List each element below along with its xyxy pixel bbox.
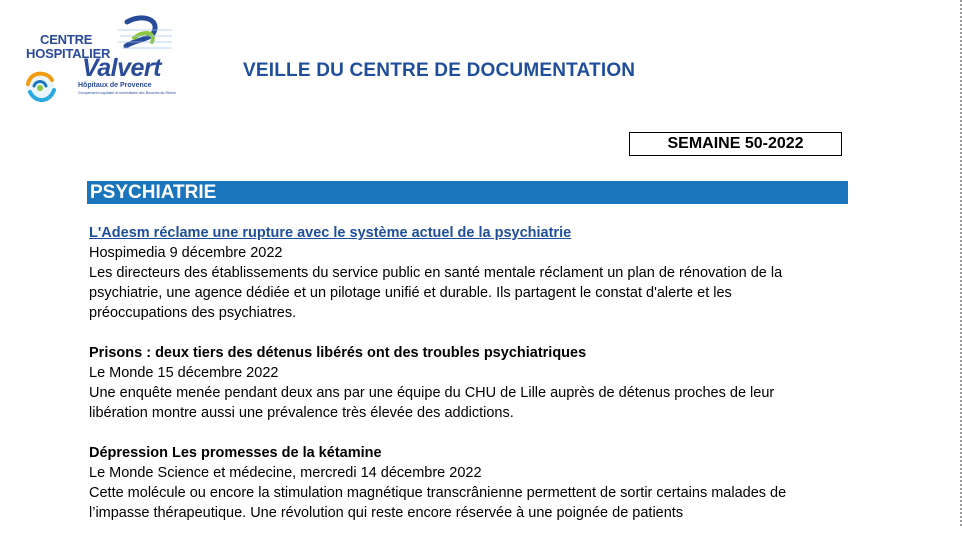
- article-item: [89, 443, 829, 523]
- article-source: Le Monde 15 décembre 2022: [89, 365, 279, 381]
- logo-subtitle: Hôpitaux de Provence: [78, 82, 152, 89]
- article-title: Dépression Les promesses de la kétamine: [89, 445, 382, 461]
- article-summary: Une enquête menée pendant deux ans par une équipe du CHU de Lille auprès de détenus proches de leur libération montre aussi une prévalence très élevée des addictions.: [89, 385, 775, 421]
- article-list: [89, 223, 829, 543]
- article-item: [89, 343, 829, 423]
- hospital-logo: [22, 14, 182, 110]
- section-header: PSYCHIATRIE: [87, 181, 848, 204]
- logo-line2: HOSPITALIER: [26, 46, 111, 61]
- article-source: Hospimedia 9 décembre 2022: [89, 245, 283, 261]
- page-title: VEILLE DU CENTRE DE DOCUMENTATION: [243, 60, 636, 81]
- article-title-link[interactable]: L'Adesm réclame une rupture avec le système actuel de la psychiatrie: [89, 225, 572, 241]
- logo-name: Valvert: [82, 54, 161, 82]
- article-title: Prisons : deux tiers des détenus libérés ont des troubles psychiatriques: [89, 345, 587, 361]
- week-badge: SEMAINE 50-2022: [629, 132, 842, 156]
- article-summary: Cette molécule ou encore la stimulation magnétique transcrânienne permettent de sortir certains malades de l’impasse thérapeutique. Une révolution qui reste encore réservée à une poignée de patients: [89, 485, 787, 521]
- logo-tagline: Groupement hospitalier et universitaire des Bouches-du-Rhône: [78, 91, 176, 95]
- logo-line1: CENTRE: [40, 32, 93, 47]
- article-summary: Les directeurs des établissements du service public en santé mentale réclament un plan de rénovation de la psychiatrie, une agence dédiée et un pilotage unifié et durable. Ils partagent le constat d'alerte et les préoccupations des psychiatres.: [89, 265, 783, 321]
- article-source: Le Monde Science et médecine, mercredi 14 décembre 2022: [89, 465, 482, 481]
- article-item: [89, 223, 829, 323]
